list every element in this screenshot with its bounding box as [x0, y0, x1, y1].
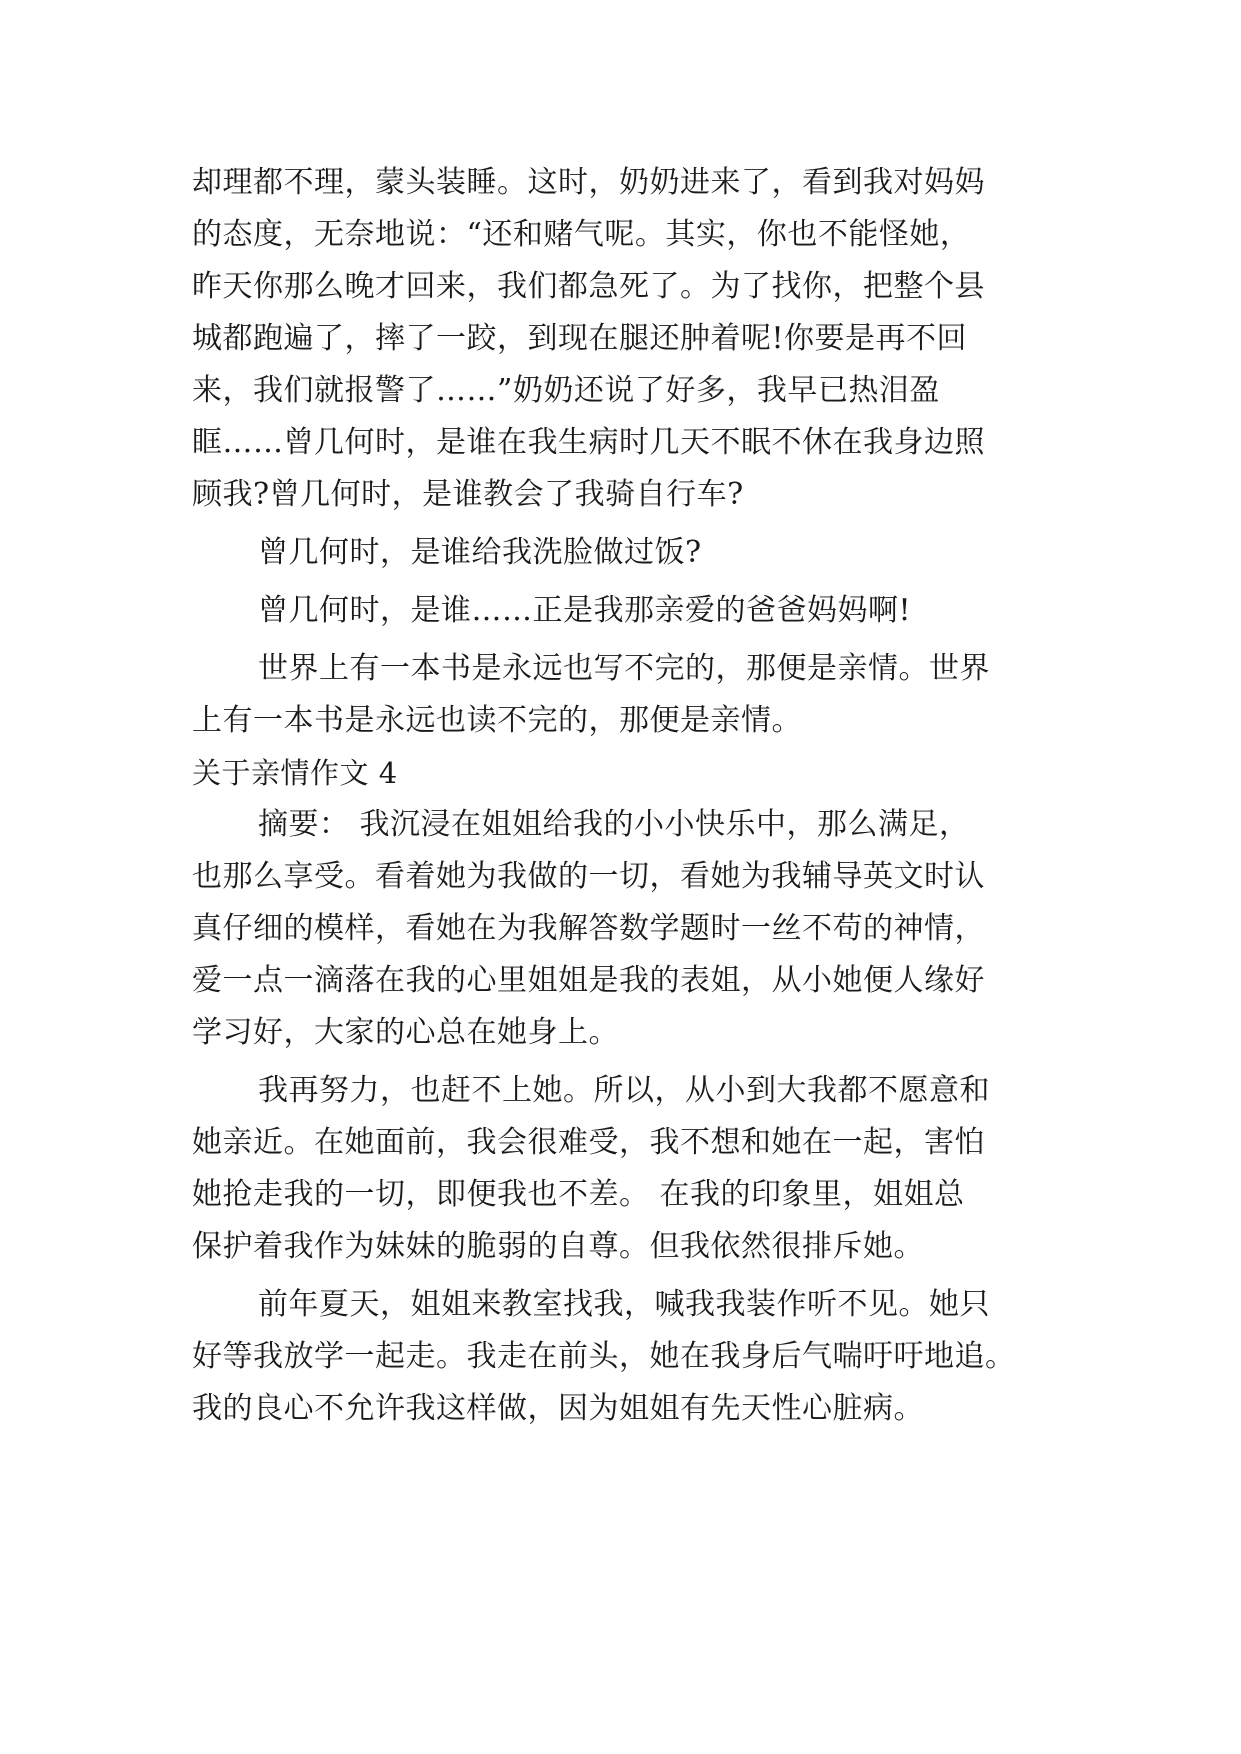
abstract-paragraph — [192, 799, 1072, 1059]
text-line: 顾我?曾几何时，是谁教会了我骑自行车? — [192, 477, 744, 512]
paragraph-continuation — [192, 157, 1072, 521]
text-line: 世界上有一本书是永远也写不完的，那便是亲情。世界 — [258, 651, 990, 686]
text-line: 也那么享受。看着她为我做的一切，看她为我辅导英文时认 — [192, 859, 985, 894]
text-line: 摘要： 我沉浸在姐姐给我的小小快乐中，那么满足， — [258, 807, 970, 842]
text-line: 爱一点一滴落在我的心里姐姐是我的表姐，从小她便人缘好 — [192, 963, 985, 998]
paragraph — [192, 643, 1072, 747]
text-line: 上有一本书是永远也读不完的，那便是亲情。 — [192, 703, 802, 738]
text-line: 学习好，大家的心总在她身上。 — [192, 1015, 619, 1050]
section-heading: 关于亲情作文 4 — [192, 756, 398, 790]
text-line: 昨天你那么晚才回来，我们都急死了。为了找你，把整个县 — [192, 269, 985, 304]
paragraph: 曾几何时，是谁……正是我那亲爱的爸爸妈妈啊! — [258, 593, 912, 628]
text-line: 我再努力，也赶不上她。所以，从小到大我都不愿意和 — [258, 1073, 990, 1108]
document-page — [192, 157, 1072, 1435]
text-line: 她亲近。在她面前，我会很难受，我不想和她在一起，害怕 — [192, 1125, 985, 1160]
text-line: 真仔细的模样，看她在为我解答数学题时一丝不苟的神情， — [192, 911, 985, 946]
text-line: 保护着我作为妹妹的脆弱的自尊。但我依然很排斥她。 — [192, 1229, 924, 1264]
paragraph — [192, 1279, 1072, 1435]
text-line: 眶……曾几何时，是谁在我生病时几天不眠不休在我身边照 — [192, 425, 985, 460]
paragraph: 曾几何时，是谁给我洗脸做过饭? — [258, 535, 702, 570]
text-line: 我的良心不允许我这样做，因为姐姐有先天性心脏病。 — [192, 1391, 924, 1426]
text-line: 好等我放学一起走。我走在前头，她在我身后气喘吁吁地追。 — [192, 1339, 1016, 1374]
text-line: 前年夏天，姐姐来教室找我，喊我我装作听不见。她只 — [258, 1287, 990, 1322]
text-line: 却理都不理，蒙头装睡。这时，奶奶进来了，看到我对妈妈 — [192, 165, 985, 200]
text-line: 来，我们就报警了……”奶奶还说了好多，我早已热泪盈 — [192, 373, 940, 408]
text-line: 她抢走我的一切，即便我也不差。 在我的印象里，姐姐总 — [192, 1177, 965, 1212]
text-line: 城都跑遍了，摔了一跤，到现在腿还肿着呢!你要是再不回 — [192, 321, 968, 356]
text-line: 的态度，无奈地说：“还和赌气呢。其实，你也不能怪她， — [192, 217, 971, 252]
paragraph — [192, 1065, 1072, 1273]
